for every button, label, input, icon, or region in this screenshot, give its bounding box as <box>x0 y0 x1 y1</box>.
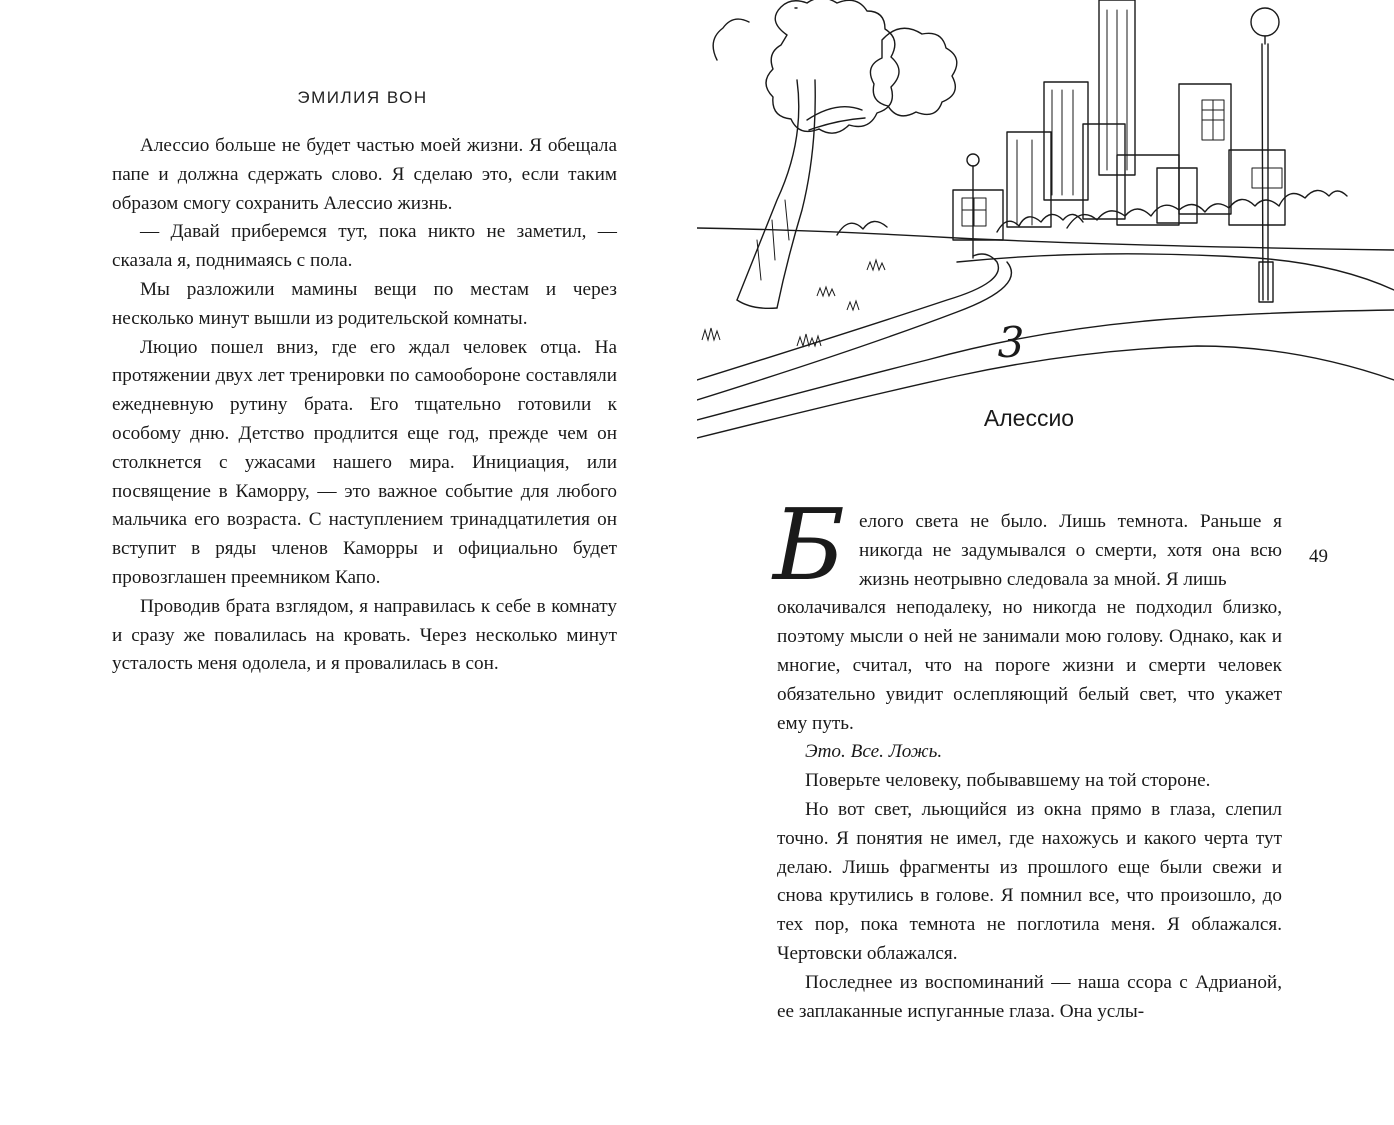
chapter-title: Алессио <box>983 405 1075 431</box>
paragraph: Поверьте человеку, побывавшему на той стороне. <box>805 770 1211 792</box>
paragraph: Люцио пошел вниз, где его ждал человек отца. На протяжении двух лет тренировки по самообороне составляли ежедневную рутину брата. Его тщательно готовили к особому дню. Детство продлится еще год, прежде чем он столкнется с ужасами нашего мира. Инициация, или посвящение в Каморру, — это важное событие для любого мальчика его возраста. С наступлением тринадцатилетия он вступит в ряды членов Каморры и официально будет провозглашен преемником Капо. <box>112 336 617 588</box>
small-lamp <box>967 154 979 258</box>
tree <box>713 0 957 308</box>
paragraph: Но вот свет, льющийся из окна прямо в глаза, слепил точно. Я понятия не имел, где нахожусь и какого черта тут делаю. Лишь фрагменты из прошлого еще были свежи и снова крутились в голове. Я помнил все, что произошло, до тех пор, пока темнота не поглотила меня. Я облажался. Чертовски облажался. <box>777 798 1282 964</box>
paragraph: Проводив брата взглядом, я направилась к себе в комнату и сразу же повалилась на кровать. Через несколько минут усталость меня одолела, и я провалилась в сон. <box>112 595 617 675</box>
right-page-text <box>777 508 1282 1026</box>
paragraph: Мы разложили мамины вещи по местам и через несколько минут вышли из родительской комнаты. <box>112 278 617 329</box>
paragraph: Последнее из воспоминаний — наша ссора с Адрианой, ее заплаканные испуганные глаза. Она услы- <box>777 971 1282 1022</box>
paragraph: — Давай приберемся тут, пока никто не заметил, — сказала я, поднимаясь с пола. <box>112 221 617 272</box>
skyline <box>953 0 1285 240</box>
left-page-text <box>112 132 617 679</box>
running-head: ЭМИЛИЯ ВОН <box>297 88 428 107</box>
chapter-number: 3 <box>997 318 1025 367</box>
right-page <box>697 0 1394 1125</box>
city-park-illustration <box>697 0 1394 440</box>
italic-line: Это. Все. Ложь. <box>805 741 943 763</box>
drop-cap-wrap: елого света не было. Лишь темнота. Раньше я никогда не задумывался о смерти, хотя она всю жизнь неотрывно следовала за мной. Я лишь <box>859 511 1282 590</box>
page-number: 49 <box>1309 546 1328 567</box>
paragraph: Алессио больше не будет частью моей жизни. Я обещала папе и должна сдержать слово. Я сделаю это, если таким образом смогу сохранить Алессио жизнь. <box>112 135 617 214</box>
grass-tufts <box>702 260 885 346</box>
first-paragraph-continuation: околачивался неподалеку, но никогда не подходил близко, поэтому мысли о ней не занимали мою голову. Однако, как и многие, считал, что на пороге жизни и смерти человек обязательно увидит ослепляющий белый свет, что укажет ему путь. <box>777 597 1282 734</box>
bushes <box>837 190 1347 235</box>
drop-cap: Б <box>773 489 846 603</box>
first-paragraph <box>777 508 1282 738</box>
